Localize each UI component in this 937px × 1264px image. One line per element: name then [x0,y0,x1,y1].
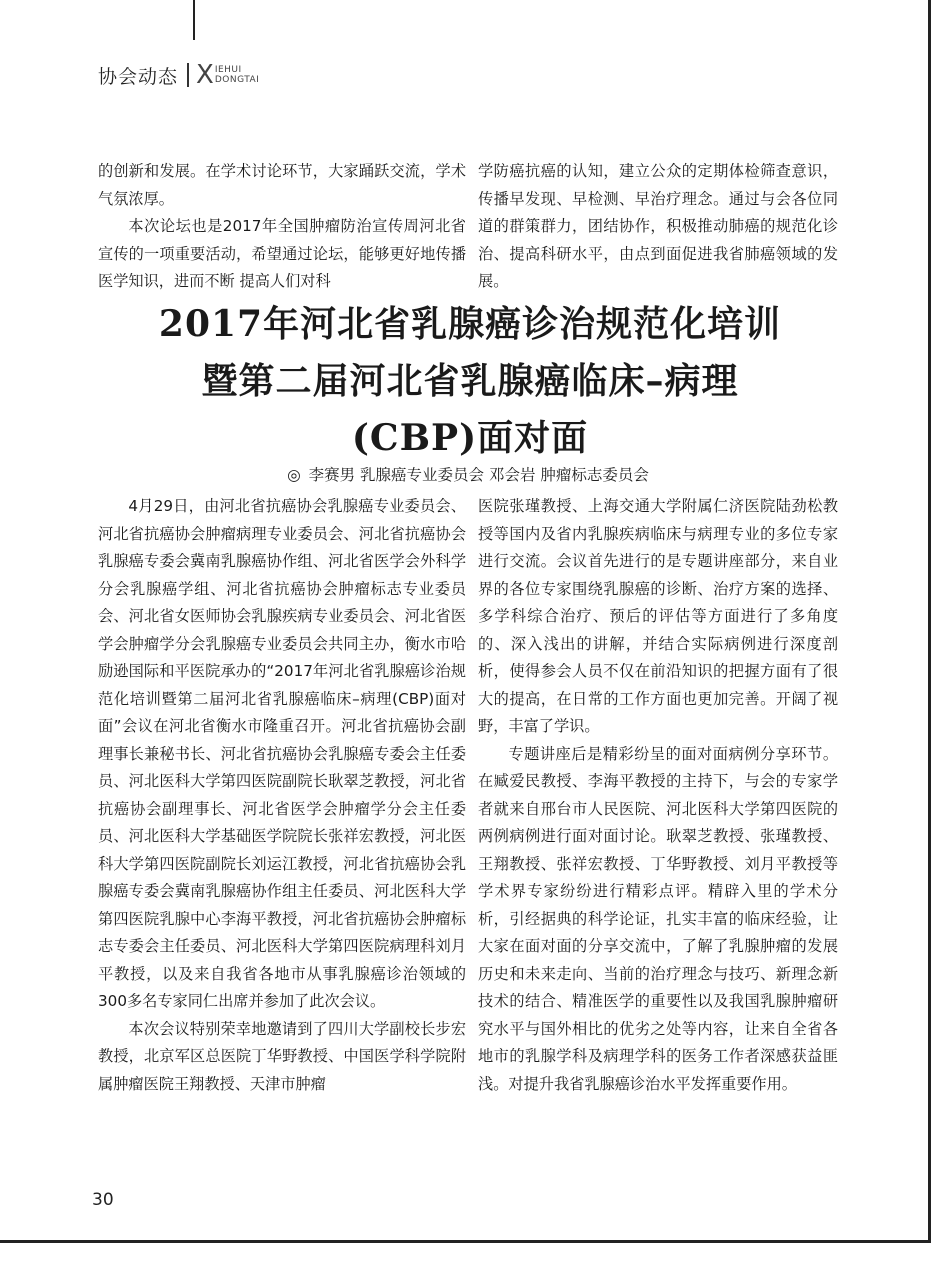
page-border-bottom [0,1240,931,1243]
title-line: 暨第二届河北省乳腺癌临床–病理 [201,360,739,402]
pinyin-line-2: DONGTAI [214,75,260,85]
section-header [98,60,259,90]
section-pinyin [215,65,260,85]
section-logo-letter: X [196,60,214,90]
article-title [60,296,880,467]
article-left-column [98,493,466,1098]
author-names: 李赛男 乳腺癌专业委员会 邓会岩 肿瘤标志委员会 [308,466,649,484]
title-line: (CBP)面对面 [351,417,589,459]
pinyin-line-1: IEHUI [214,65,242,75]
prev-paragraph: 的创新和发展。在学术讨论环节，大家踊跃交流，学术气氛浓厚。 [98,162,466,208]
prev-paragraph: 本次论坛也是2017年全国肿瘤防治宣传周河北省宣传的一项重要活动，希望通过论坛，能够更好地传播医学知识，进而不断 提高人们对科 [98,217,466,290]
page-number: 30 [92,1190,114,1210]
header-divider [187,63,189,87]
author-mark: ◎ [287,466,301,484]
prev-paragraph: 学防癌抗癌的认知，建立公众的定期体检筛查意识，传播早发现、早检测、早治疗理念。通过与会各位同道的群策群力，团结协作，积极推动肺癌的规范化诊治、提高科研水平，由点到面促进我省肺癌领域的发展。 [478,162,838,290]
article-paragraph: 专题讲座后是精彩纷呈的面对面病例分享环节。在臧爱民教授、李海平教授的主持下，与会的专家学者就来自邢台市人民医院、河北医科大学第四医院的两例病例进行面对面讨论。耿翠芝教授、张瑾教授、王翔教授、张祥宏教授、丁华野教授、刘月平教授等学术界专家纷纷进行精彩点评。精辟入里的学术分析，引经据典的科学论证，扎实丰富的临床经验，让大家在面对面的分享交流中，了解了乳腺肿瘤的发展历史和未来走向、当前的治疗理念与技巧、新理念新技术的结合、精准医学的重要性以及我国乳腺肿瘤研究水平与国外相比的优劣之处等内容，让来自全省各地市的乳腺学科及病理学科的医务工作者深感获益匪浅。对提升我省乳腺癌诊治水平发挥重要作用。 [478,744,838,1093]
article-right-column [478,493,838,1098]
prev-article-right-column [478,158,838,296]
article-paragraph: 医院张瑾教授、上海交通大学附属仁济医院陆劲松教授等国内及省内乳腺疾病临床与病理专业的多位专家进行交流。会议首先进行的是专题讲座部分，来自业界的各位专家围绕乳腺癌的诊断、治疗方案的选择、多学科综合治疗、预后的评估等方面进行了多角度的、深入浅出的讲解，并结合实际病例进行深度剖析，使得参会人员不仅在前沿知识的把握方面有了很大的提高，在日常的工作方面也更加完善。开阔了视野，丰富了学识。 [478,497,838,735]
section-title: 协会动态 [98,65,179,88]
prev-article-left-column [98,158,466,296]
title-line: 2017年河北省乳腺癌诊治规范化培训 [158,303,782,345]
article-paragraph: 本次会议特别荣幸地邀请到了四川大学副校长步宏教授，北京军区总医院丁华野教授、中国医学科学院附属肿瘤医院王翔教授、天津市肿瘤 [98,1019,466,1093]
article-authors [98,463,838,485]
page-border-top [193,0,195,40]
page-border-right [928,0,931,1240]
article-paragraph: 4月29日，由河北省抗癌协会乳腺癌专业委员会、河北省抗癌协会肿瘤病理专业委员会、河北省抗癌协会乳腺癌专委会冀南乳腺癌协作组、河北省医学会外科学分会乳腺癌学组、河北省抗癌协会肿瘤标志专业委员会、河北省女医师协会乳腺疾病专业委员会、河北省医学会肿瘤学分会乳腺癌专业委员会共同主办，衡水市哈励逊国际和平医院承办的“2017年河北省乳腺癌诊治规范化培训暨第二届河北省乳腺癌临床–病理(CBP)面对面”会议在河北省衡水市隆重召开。河北省抗癌协会副理事长兼秘书长、河北省抗癌协会乳腺癌专委会主任委员、河北医科大学第四医院副院长耿翠芝教授，河北省抗癌协会副理事长、河北省医学会肿瘤学分会主任委员、河北医科大学基础医学院院长张祥宏教授，河北医科大学第四医院副院长刘运江教授，河北省抗癌协会乳腺癌专委会冀南乳腺癌协作组主任委员、河北医科大学第四医院乳腺中心李海平教授，河北省抗癌协会肿瘤标志专委会主任委员、河北医科大学第四医院病理科刘月平教授，以及来自我省各地市从事乳腺癌诊治领域的300多名专家同仁出席并参加了此次会议。 [98,497,466,1010]
